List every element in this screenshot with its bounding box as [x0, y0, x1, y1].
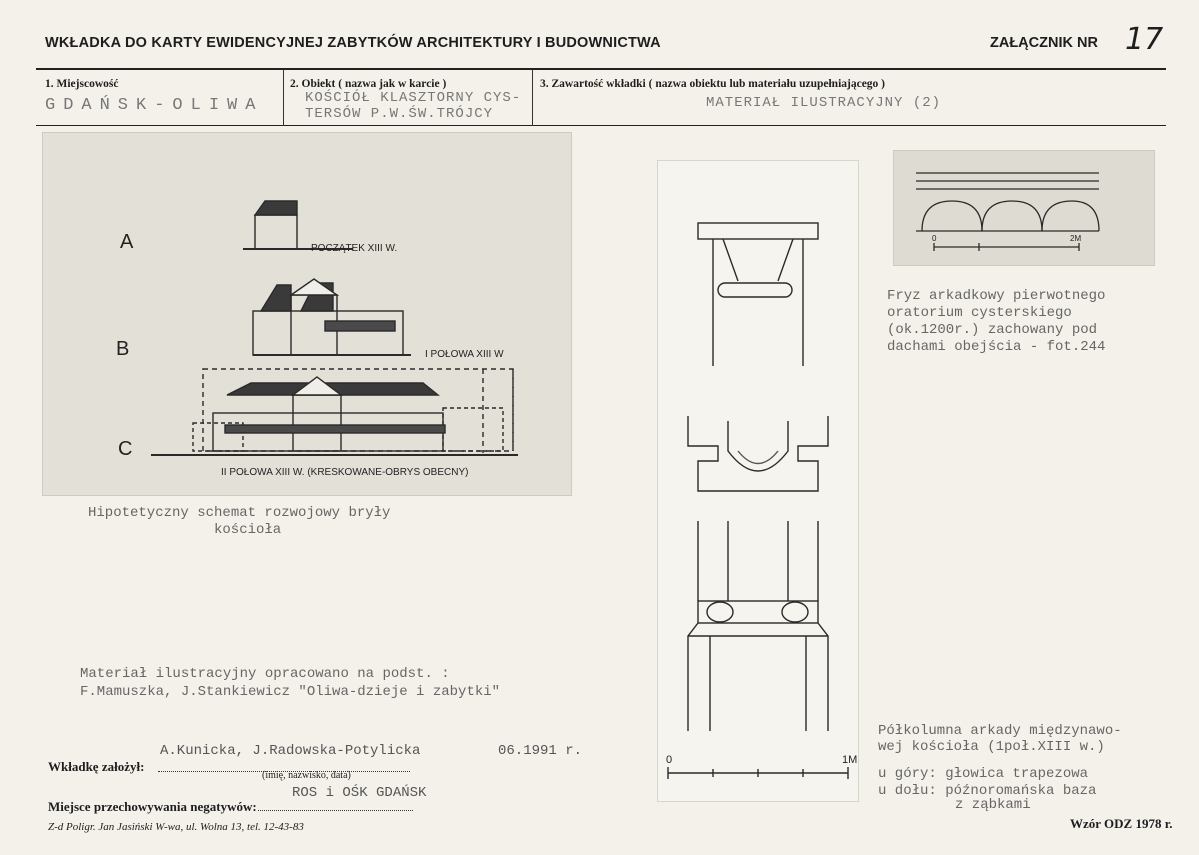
attachment-number: 17 [1125, 22, 1164, 57]
frieze-caption-line3: (ok.1200r.) zachowany pod [887, 322, 1098, 338]
scheme-caption-line2: kościoła [214, 522, 282, 538]
fields-rule [36, 125, 1166, 126]
column-scale-end: 1M [842, 754, 858, 766]
source-line1: Materiał ilustracyjny opracowano na podst. : [80, 666, 450, 682]
field-location-label: 1. Miejscowość [45, 78, 119, 90]
column-scale-zero: 0 [666, 754, 673, 766]
development-scheme-drawing [43, 133, 571, 495]
column-caption-line1: Półkolumna arkady międzynawo- [878, 723, 1122, 739]
author-value: A.Kunicka, J.Radowska-Potylicka [160, 743, 421, 759]
scheme-text-b: I POŁOWA XIII W [425, 349, 504, 360]
field-content-value: MATERIAŁ ILUSTRACYJNY (2) [706, 95, 942, 111]
scheme-label-c: C [118, 438, 133, 460]
field-object-value-line2: TERSÓW P.W.ŚW.TRÓJCY [305, 106, 494, 122]
source-line2: F.Mamuszka, J.Stankiewicz "Oliwa-dzieje i zabytki" [80, 684, 501, 700]
scheme-text-c: II POŁOWA XIII W. (KRESKOWANE-OBRYS OBECNY) [221, 467, 469, 478]
field-object-label: 2. Obiekt ( nazwa jak w karcie ) [290, 78, 447, 90]
column-caption-line2: wej kościoła (1poł.XIII w.) [878, 739, 1105, 755]
scheme-text-a: POCZĄTEK XIII W. [311, 243, 398, 254]
arcade-frieze-figure [893, 150, 1155, 266]
field-object-value-line1: KOŚCIÓŁ KLASZTORNY CYS- [305, 90, 522, 106]
column-caption-line3: u góry: głowica trapezowa [878, 766, 1089, 782]
arcade-frieze-drawing [894, 151, 1154, 265]
field-location-value: GDAŃSK-OLIWA [45, 96, 264, 115]
frieze-caption-line2: oratorium cysterskiego [887, 305, 1072, 321]
frieze-caption-line4: dachami obejścia - fot.244 [887, 339, 1106, 355]
scheme-label-a: A [120, 231, 134, 253]
scheme-label-b: B [116, 338, 130, 360]
storage-label: Miejsce przechowywania negatywów: [48, 799, 257, 814]
field-content-label: 3. Zawartość wkładki ( nazwa obiektu lub materiału uzupełniającego ) [540, 78, 886, 90]
field-divider-1 [283, 70, 284, 126]
storage-dotted-line [258, 810, 413, 811]
frieze-scale-zero: 0 [932, 234, 937, 243]
attachment-label: ZAŁĄCZNIK NR [990, 35, 1098, 51]
form-model: Wzór ODZ 1978 r. [1070, 816, 1173, 831]
header-rule [36, 68, 1166, 70]
development-scheme-figure [42, 132, 572, 496]
half-column-drawing [658, 161, 858, 801]
column-caption-line5: z ząbkami [955, 797, 1031, 813]
author-date: 06.1991 r. [498, 743, 583, 759]
form-title: WKŁADKA DO KARTY EWIDENCYJNEJ ZABYTKÓW ARCHITEKTURY I BUDOWNICTWA [45, 35, 661, 51]
scheme-caption-line1: Hipotetyczny schemat rozwojowy bryły [88, 505, 391, 521]
frieze-scale-end: 2M [1070, 234, 1082, 243]
author-sublabel: (imię, nazwisko, data) [262, 770, 351, 781]
frieze-caption-line1: Fryz arkadkowy pierwotnego [887, 288, 1106, 304]
field-divider-2 [532, 70, 533, 126]
storage-value: ROS i OŚK GDAŃSK [292, 785, 427, 801]
printer-info: Z-d Poligr. Jan Jasiński W-wa, ul. Wolna 13, tel. 12-43-83 [48, 821, 304, 833]
column-caption-line4: u dołu: późnoromańska baza [878, 783, 1097, 799]
author-label: Wkładkę założył: [48, 759, 145, 774]
half-column-figure [657, 160, 859, 802]
